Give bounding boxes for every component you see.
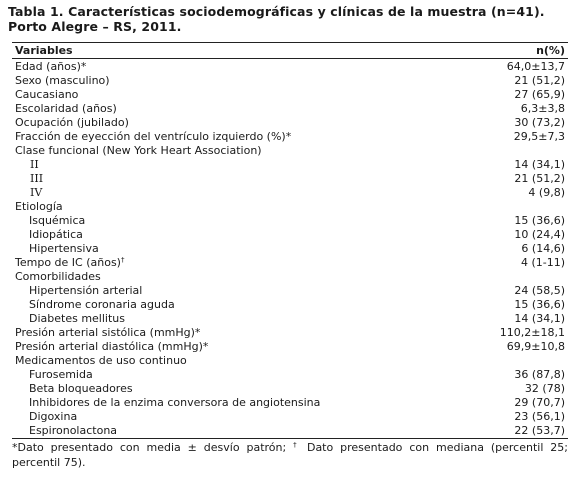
table-row: [12, 130, 568, 144]
header-n-pct: n(%): [536, 44, 565, 57]
row-value: 6 (14,6): [521, 242, 565, 255]
row-value: 6,3±3,8: [520, 102, 565, 115]
table-row: [12, 88, 568, 102]
table-row: [12, 74, 568, 88]
table-row: [12, 60, 568, 74]
table-row: [12, 102, 568, 116]
table-header: [12, 43, 568, 59]
row-value: 4 (9,8): [528, 186, 565, 199]
row-label: IV: [30, 186, 43, 199]
row-label: Hipertensión arterial: [29, 284, 143, 297]
table-row: [12, 382, 568, 396]
footnote-part-1: *Dato presentado con media ± desvío patrón;: [12, 441, 294, 454]
row-label: Isquémica: [29, 214, 86, 227]
table-row: [12, 340, 568, 354]
row-label: Digoxina: [29, 410, 78, 423]
row-value: 24 (58,5): [514, 284, 565, 297]
table-row: [12, 424, 568, 438]
footnote-part-2: Dato presentado con mediana (percentil 25; percentil 75).: [12, 441, 569, 469]
table-row: [12, 270, 568, 284]
table-caption: [8, 4, 568, 34]
row-label: Fracción de eyección del ventrículo izquierdo (%)*: [15, 130, 292, 143]
table-row: [12, 312, 568, 326]
table-row: [12, 228, 568, 242]
row-value: 30 (73,2): [514, 116, 565, 129]
row-label: Espironolactona: [29, 424, 118, 437]
row-value: 32 (78): [524, 382, 565, 395]
row-value: 21 (51,2): [514, 172, 565, 185]
row-value: 15 (36,6): [514, 298, 565, 311]
table-row: [12, 298, 568, 312]
row-label: Clase funcional (New York Heart Association): [15, 144, 262, 157]
row-label: Caucasiano: [15, 88, 79, 101]
table-row: [12, 396, 568, 410]
table-row: [12, 242, 568, 256]
row-label: Medicamentos de uso continuo: [15, 354, 187, 367]
caption-line-1: Tabla 1. Características sociodemográficas y clínicas de la muestra (n=41).: [8, 4, 545, 19]
table-row: [12, 186, 568, 200]
row-value: 36 (87,8): [514, 368, 565, 381]
data-table: [12, 42, 568, 439]
row-value: 14 (34,1): [514, 312, 565, 325]
table-row: [12, 144, 568, 158]
table-row: [12, 200, 568, 214]
table-row: [12, 158, 568, 172]
row-label: Escolaridad (años): [15, 102, 117, 115]
row-value: 27 (65,9): [514, 88, 565, 101]
footnote-dagger: †: [293, 441, 301, 449]
row-value: 21 (51,2): [514, 74, 565, 87]
caption-line-2: Porto Alegre – RS, 2011.: [8, 19, 182, 34]
row-value: 22 (53,7): [514, 424, 565, 437]
table-row: [12, 354, 568, 368]
table-row: [12, 284, 568, 298]
row-label: Furosemida: [29, 368, 93, 381]
row-value: 69,9±10,8: [506, 340, 565, 353]
row-label: Sexo (masculino): [15, 74, 110, 87]
table-body: [12, 59, 568, 438]
table-row: [12, 368, 568, 382]
row-label: Presión arterial diastólica (mmHg)*: [15, 340, 209, 353]
row-value: 4 (1-11): [520, 256, 565, 269]
table-row: [12, 326, 568, 340]
row-label: III: [30, 172, 44, 185]
row-label: Comorbilidades: [15, 270, 101, 283]
row-value: 64,0±13,7: [506, 60, 565, 73]
row-label: Diabetes mellitus: [29, 312, 125, 325]
row-value: 10 (24,4): [514, 228, 565, 241]
row-value: 23 (56,1): [514, 410, 565, 423]
row-value: 29,5±7,3: [513, 130, 565, 143]
header-variables: Variables: [15, 44, 73, 57]
table-row: [12, 410, 568, 424]
table-row: [12, 172, 568, 186]
table-row: [12, 116, 568, 130]
row-value: 15 (36,6): [514, 214, 565, 227]
row-label-group: [15, 256, 124, 270]
row-label: Presión arterial sistólica (mmHg)*: [15, 326, 201, 339]
table-row: [12, 256, 568, 270]
row-label: Edad (años)*: [15, 60, 87, 73]
row-label: Inhibidores de la enzima conversora de angiotensina: [29, 396, 321, 409]
row-value: 110,2±18,1: [499, 326, 565, 339]
row-label: Síndrome coronaria aguda: [29, 298, 175, 311]
row-label: Ocupación (jubilado): [15, 116, 129, 129]
row-label: Hipertensiva: [29, 242, 99, 255]
row-label: Tempo de IC (años): [15, 256, 121, 269]
row-label: Idiopática: [29, 228, 83, 241]
row-label-dagger: †: [120, 256, 125, 264]
table-row: [12, 214, 568, 228]
row-label: Etiología: [15, 200, 63, 213]
row-value: 29 (70,7): [514, 396, 565, 409]
row-value: 14 (34,1): [514, 158, 565, 171]
table-footnote: [12, 440, 568, 470]
row-label: Beta bloqueadores: [29, 382, 133, 395]
row-label: II: [30, 158, 39, 171]
